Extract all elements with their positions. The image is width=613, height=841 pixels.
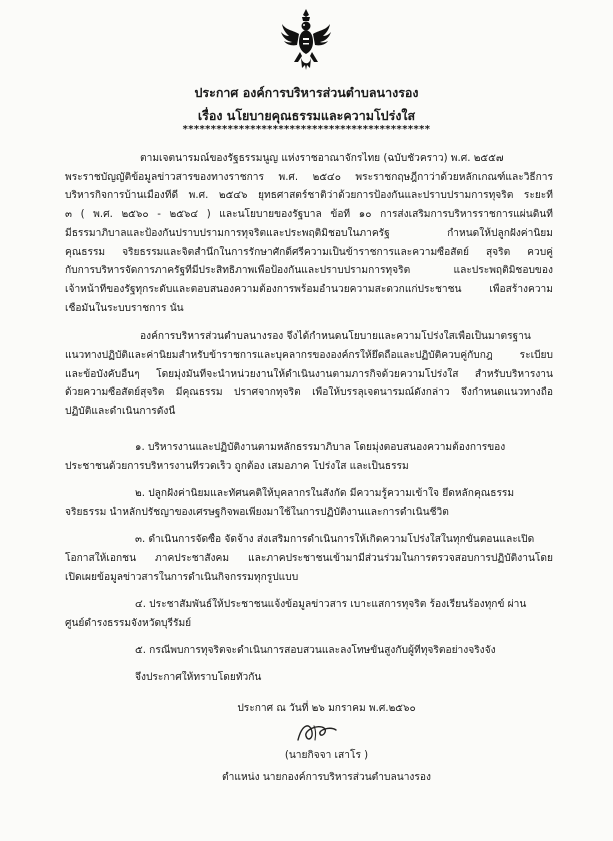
announce-line: จึงประกาศให้ทราบโดยทั่วกัน <box>135 672 262 683</box>
policy-item-2-continued: จริยธรรม นำหลักปรัชญาของเศรษฐกิจพอเพียงมาใช้ในการปฏิบัติงานและการดำเนินชีวิต <box>65 507 449 518</box>
policy-item-3-continued: เปิดเผยข้อมูลข่าวสารในการดำเนินกิจกรรมทุกรูปแบบ <box>65 572 299 583</box>
policy-item-2: ๒. ปลูกฝังค่านิยมและทัศนคติให้บุคลากรในสังกัด มีความรู้ความเข้าใจ ยึดหลักคุณธรรม <box>135 488 515 499</box>
policy-line: ปฏิบัติและดำเนินการดังนี้ <box>65 406 176 417</box>
intro-line: กับการบริหารจัดการภาครัฐที่มีประสิทธิภาพเพื่อป้องกันและปราบปรามการทุจริต และประพฤติมิชอบของ <box>65 265 553 276</box>
policy-item-3-continued: โอกาสให้เอกชน ภาคประชาสังคม และภาคประชาชนเข้ามามีส่วนร่วมในการตรวจสอบการปฏิบัติงานโดย <box>65 553 553 564</box>
intro-line: พระราชบัญญัติข้อมูลข่าวสารของทางราชการ พ.ศ. ๒๕๔๐ พระราชกฤษฎีกาว่าด้วยหลักเกณฑ์และวิธีการ <box>65 172 553 183</box>
policy-item-4: ๔. ประชาสัมพันธ์ให้ประชาชนแจ้งข้อมูลข่าวสาร เบาะแสการทุจริต ร้องเรียนร้องทุกข์ ผ่าน <box>135 599 527 610</box>
intro-line: เจ้าหน้าที่ของรัฐทุกระดับและตอบสนองความต้องการพร้อมอำนวยความสะดวกแก่ประชาชน เพื่อสร้างความ <box>65 284 553 295</box>
title-separator: ******************************************** <box>182 124 431 135</box>
policy-line: แนวทางปฏิบัติและค่านิยมสำหรับข้าราชการและบุคลากรขององค์กรให้ยึดถือและปฏิบัติควบคู่กับกฎ ระเบียบ <box>65 350 553 361</box>
policy-item-1-continued: ประชาชนด้วยการบริหารงานที่รวดเร็ว ถูกต้อง เสมอภาค โปร่งใส และเป็นธรรม <box>65 461 409 472</box>
signer-position: ตำแหน่ง นายกองค์การบริหารส่วนตำบลนางรอง <box>222 772 431 783</box>
announcement-subject: เรื่อง นโยบายคุณธรรมและความโปร่งใส <box>197 108 416 123</box>
intro-line: ๓ ( พ.ศ. ๒๕๖๐ - ๒๕๖๔ ) และนโยบายของรัฐบาล ข้อที่ ๑๐ การส่งเสริมการบริหารราชการแผ่นดินที่ <box>65 209 553 220</box>
policy-line: และข้อบังคับอื่นๆ โดยมุ่งมั่นที่จะนำหน่วยงานให้ดำเนินงานตามภารกิจด้วยความโปร่งใส สำหรับบริหารงาน <box>65 369 553 380</box>
policy-item-1: ๑. บริหารงานและปฏิบัติงานตามหลักธรรมาภิบาล โดยมุ่งตอบสนองความต้องการของ <box>135 442 506 453</box>
announcement-title: ประกาศ องค์การบริหารส่วนตำบลนางรอง <box>194 85 419 100</box>
signer-name: (นายกิจจา เสาโร ) <box>284 750 369 761</box>
handwritten-signature <box>294 720 340 746</box>
intro-line: คุณธรรม จริยธรรมและจิตสำนึกในการรักษาศักดิ์ศรีความเป็นข้าราชการและความซื่อสัตย์ สุจริต ควบคู่ <box>65 247 553 258</box>
intro-line: บริหารกิจการบ้านเมืองที่ดี พ.ศ. ๒๕๔๖ ยุทธศาสตร์ชาติว่าด้วยการป้องกันและปราบปรามการทุจริต ระยะที่ <box>65 190 553 201</box>
policy-line: องค์การบริหารส่วนตำบลนางรอง จึงได้กำหนดนโยบายและความโปร่งใสเพื่อเป็นมาตรฐาน <box>140 331 531 342</box>
garuda-emblem-icon <box>281 8 331 72</box>
policy-item-4-continued: ศูนย์ดำรงธรรมจังหวัดบุรีรัมย์ <box>65 618 192 629</box>
announcement-date: ประกาศ ณ วันที่ ๒๖ มกราคม พ.ศ.๒๕๖๐ <box>237 703 416 714</box>
intro-line: ตามเจตนารมณ์ของรัฐธรรมนูญ แห่งราชอาณาจักรไทย (ฉบับชั่วคราว) พ.ศ. ๒๕๕๗ <box>140 153 504 164</box>
intro-line: เชื่อมั่นในระบบราชการ นั้น <box>65 303 184 314</box>
policy-item-5: ๕. กรณีพบการทุจริตจะดำเนินการสอบสวนและลงโทษขั้นสูงกับผู้ที่ทุจริตอย่างจริงจัง <box>135 645 496 656</box>
policy-item-3: ๓. ดำเนินการจัดซื้อ จัดจ้าง ส่งเสริมการดำเนินการให้เกิดความโปร่งใสในทุกขั้นตอนและเปิด <box>135 534 535 545</box>
policy-line: ด้วยความซื่อสัตย์สุจริต มีคุณธรรม ปราศจากทุจริต เพื่อให้บรรลุเจตนารมณ์ดังกล่าว จึงกำหนดแนวทางถือ <box>65 387 553 398</box>
intro-line: มีธรรมาภิบาลและป้องกันปราบปรามการทุจริตและประพฤติมิชอบในภาครัฐ กำหนดให้ปลูกฝังค่านิยม <box>65 228 553 239</box>
